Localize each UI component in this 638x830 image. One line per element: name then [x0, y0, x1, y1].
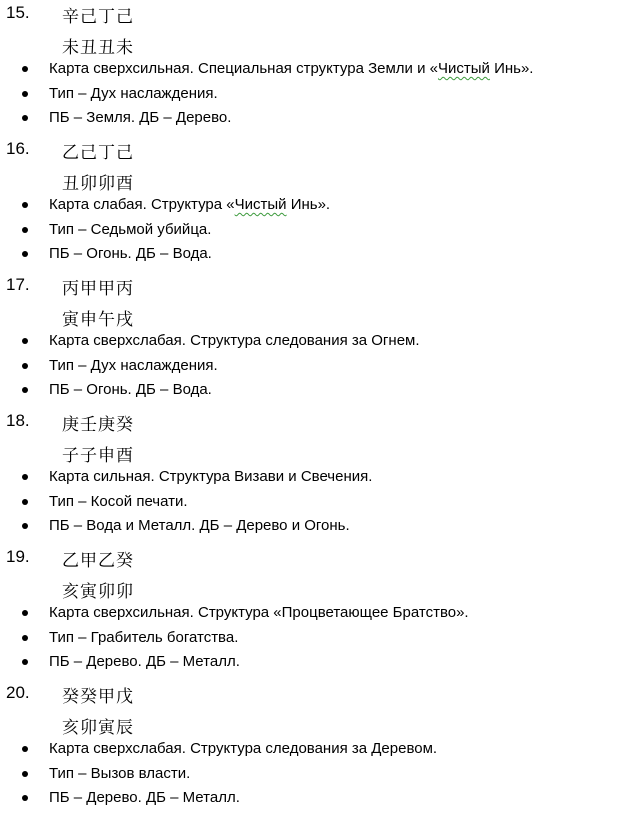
list-item: ПБ – Земля. ДБ – Дерево.: [0, 107, 638, 132]
chart-entry-16: [0, 136, 638, 268]
bullet-list: [0, 330, 638, 404]
bullet-list: [0, 466, 638, 540]
list-item: Карта слабая. Структура «Чистый Инь».: [0, 194, 638, 219]
entry-heading: [0, 544, 638, 572]
heavenly-stems: 丙甲甲丙: [62, 279, 134, 299]
list-item: Тип – Вызов власти.: [0, 763, 638, 788]
earthly-branches: 亥寅卯卯: [62, 582, 134, 602]
entry-heading: [0, 408, 638, 436]
chart-entry-18: [0, 408, 638, 540]
list-item: Карта сверхслабая. Структура следования за Огнем.: [0, 330, 638, 355]
earthly-branches: 丑卯卯酉: [62, 174, 134, 194]
list-item: Тип – Седьмой убийца.: [0, 219, 638, 244]
bullet-icon: [22, 795, 28, 801]
chart-entry-20: [0, 680, 638, 812]
bullet-icon: [22, 202, 28, 208]
list-item: Тип – Дух наслаждения.: [0, 83, 638, 108]
bullet-icon: [22, 115, 28, 121]
bullet-list: [0, 58, 638, 132]
list-item: ПБ – Огонь. ДБ – Вода.: [0, 379, 638, 404]
entry-number: 19.: [6, 547, 30, 566]
entry-number: 20.: [6, 683, 30, 702]
bullet-icon: [22, 635, 28, 641]
heavenly-stems: 乙己丁己: [62, 143, 134, 163]
bullet-list: [0, 194, 638, 268]
entry-branches-line: [0, 572, 638, 602]
entry-heading: [0, 136, 638, 164]
earthly-branches: 亥卯寅辰: [62, 718, 134, 738]
bullet-list: [0, 738, 638, 812]
list-item: ПБ – Дерево. ДБ – Металл.: [0, 787, 638, 812]
entry-heading: [0, 272, 638, 300]
entry-branches-line: [0, 300, 638, 330]
bullet-icon: [22, 91, 28, 97]
list-item: Карта сверхсильная. Специальная структура Земли и «Чистый Инь».: [0, 58, 638, 83]
entry-number: 16.: [6, 139, 30, 158]
entry-number: 18.: [6, 411, 30, 430]
bullet-icon: [22, 474, 28, 480]
heavenly-stems: 庚壬庚癸: [62, 415, 134, 435]
list-item: Тип – Косой печати.: [0, 491, 638, 516]
list-item: Карта сильная. Структура Визави и Свечения.: [0, 466, 638, 491]
bullet-icon: [22, 659, 28, 665]
bullet-icon: [22, 523, 28, 529]
bullet-icon: [22, 387, 28, 393]
entry-branches-line: [0, 436, 638, 466]
bullet-icon: [22, 746, 28, 752]
chart-entry-19: [0, 544, 638, 676]
entry-number: 15.: [6, 3, 30, 22]
list-item: Карта сверхсильная. Структура «Процветающее Братство».: [0, 602, 638, 627]
list-item: Карта сверхслабая. Структура следования за Деревом.: [0, 738, 638, 763]
heavenly-stems: 癸癸甲戊: [62, 687, 134, 707]
spellcheck-underlined-word: Чистый: [234, 196, 287, 213]
spellcheck-underlined-word: Чистый: [437, 60, 490, 77]
bullet-icon: [22, 227, 28, 233]
list-item: Тип – Дух наслаждения.: [0, 355, 638, 380]
list-item: Тип – Грабитель богатства.: [0, 627, 638, 652]
list-item: ПБ – Дерево. ДБ – Металл.: [0, 651, 638, 676]
earthly-branches: 寅申午戌: [62, 310, 134, 330]
entry-heading: [0, 680, 638, 708]
list-item: ПБ – Вода и Металл. ДБ – Дерево и Огонь.: [0, 515, 638, 540]
chart-entry-15: [0, 0, 638, 132]
entry-number: 17.: [6, 275, 30, 294]
bullet-icon: [22, 499, 28, 505]
bullet-icon: [22, 338, 28, 344]
entry-branches-line: [0, 164, 638, 194]
entry-branches-line: [0, 708, 638, 738]
list-item: ПБ – Огонь. ДБ – Вода.: [0, 243, 638, 268]
entry-branches-line: [0, 28, 638, 58]
bullet-icon: [22, 66, 28, 72]
bullet-list: [0, 602, 638, 676]
entry-heading: [0, 0, 638, 28]
heavenly-stems: 辛己丁己: [62, 7, 134, 27]
chart-entry-17: [0, 272, 638, 404]
bullet-icon: [22, 771, 28, 777]
bullet-icon: [22, 363, 28, 369]
heavenly-stems: 乙甲乙癸: [62, 551, 134, 571]
earthly-branches: 未丑丑未: [62, 38, 134, 58]
bullet-icon: [22, 610, 28, 616]
bullet-icon: [22, 251, 28, 257]
earthly-branches: 子子申酉: [62, 446, 134, 466]
